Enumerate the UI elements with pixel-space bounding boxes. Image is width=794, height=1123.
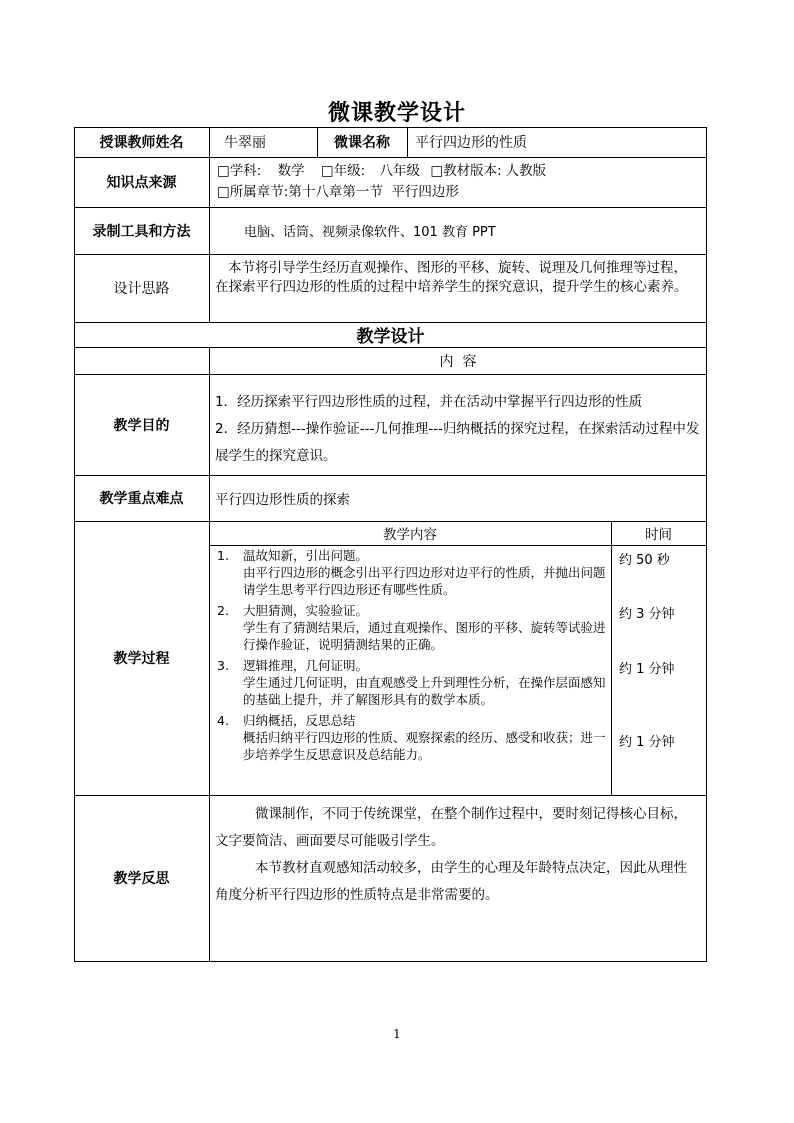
teacher-name: 牛翠丽 xyxy=(224,135,266,151)
page-title: 微课教学设计 xyxy=(327,101,466,126)
chapter-label: 所属章节: xyxy=(229,184,289,200)
reflection-paragraph: 本节教材直观感知活动较多，由学生的心理及年龄特点决定，因此从理性角度分析平行四边形的性质特点是非常需要的。 xyxy=(215,860,687,903)
step-title: 逻辑推理，几何证明。 xyxy=(243,658,369,673)
objectives-label: 教学目的 xyxy=(113,417,170,434)
process-step xyxy=(217,547,607,602)
checkbox-icon: □ xyxy=(320,163,334,179)
checkbox-icon: □ xyxy=(217,184,230,200)
process-step xyxy=(217,602,607,657)
grade-label: 年级: xyxy=(333,163,366,179)
step-number: 3. xyxy=(217,658,229,673)
tools-label: 录制工具和方法 xyxy=(92,223,191,240)
section-title: 教学设计 xyxy=(356,327,425,347)
process-step xyxy=(217,712,607,767)
lesson-table xyxy=(74,127,707,962)
process-label: 教学过程 xyxy=(113,651,170,667)
edition-value: 人教版 xyxy=(505,163,547,179)
content-header: 内 容 xyxy=(439,353,477,370)
step-body: 概括归纳平行四边形的性质、观察探索的经历、感受和收获；进一步培养学生反思意识及总结能力。 xyxy=(243,730,606,762)
step-number: 1. xyxy=(217,548,229,563)
knowledge-label: 知识点来源 xyxy=(106,175,177,191)
key-points-text: 平行四边形性质的探索 xyxy=(215,492,350,508)
course-label: 微课名称 xyxy=(334,135,390,151)
reflection-label: 教学反思 xyxy=(113,871,170,887)
course-name: 平行四边形的性质 xyxy=(415,135,527,151)
tools-value: 电脑、话筒、视频录像软件、101 教育 PPT xyxy=(244,225,496,240)
step-time: 约 50 秒 xyxy=(619,553,670,568)
step-body: 由平行四边形的概念引出平行四边形对边平行的性质，并抛出问题请学生思考平行四边形还有哪些性质。 xyxy=(243,565,606,597)
step-body: 学生通过几何证明，由直观感受上升到理性分析，在操作层面感知的基础上提升，并了解图形具有的数学本质。 xyxy=(243,675,606,707)
step-number: 2. xyxy=(217,603,229,618)
objective-item: 2．经历猜想---操作验证---几何推理---归纳概括的探究过程，在探索活动过程中发展学生的探究意识。 xyxy=(215,421,700,464)
reflection-text xyxy=(215,801,695,909)
objectives-list xyxy=(215,389,701,470)
step-time: 约 1 分钟 xyxy=(619,735,675,750)
checkbox-icon: □ xyxy=(430,163,444,179)
design-idea-text: 本节将引导学生经历直观操作、图形的平移、旋转、说理及几何推理等过程，在探索平行四边形的性质的过程中培养学生的探究意识，提升学生的核心素养。 xyxy=(215,260,688,295)
design-idea-label: 设计思路 xyxy=(113,281,170,297)
step-title: 归纳概括，反思总结 xyxy=(243,713,356,728)
edition-label: 教材版本: xyxy=(443,163,502,179)
page-number: 1 xyxy=(393,1027,401,1041)
step-body: 学生有了猜测结果后，通过直观操作、图形的平移、旋转等试验进行操作验证，说明猜测结果的正确。 xyxy=(243,620,606,652)
process-col-content: 教学内容 xyxy=(383,527,437,543)
objective-item: 1．经历探索平行四边形性质的过程，并在活动中掌握平行四边形的性质 xyxy=(215,394,643,410)
process-step xyxy=(217,657,607,712)
grade-value: 八年级 xyxy=(379,163,421,179)
teacher-label: 授课教师姓名 xyxy=(99,135,184,151)
process-steps xyxy=(217,547,607,767)
checkbox-icon: □ xyxy=(217,163,230,179)
subject-label: 学科: xyxy=(229,163,262,179)
subject-value: 数学 xyxy=(277,163,305,179)
reflection-paragraph: 微课制作，不同于传统课堂，在整个制作过程中，要时刻记得核心目标，文字要简洁、画面要尽可能吸引学生。 xyxy=(215,806,687,849)
chapter-value: 第十八章第一节 平行四边形 xyxy=(288,184,459,200)
knowledge-info xyxy=(217,161,702,205)
key-points-label: 教学重点难点 xyxy=(99,491,184,507)
step-title: 大胆猜测，实验验证。 xyxy=(243,603,369,618)
step-title: 温故知新，引出问题。 xyxy=(243,548,369,563)
step-time: 约 3 分钟 xyxy=(619,607,675,622)
step-number: 4. xyxy=(217,713,229,728)
process-col-time: 时间 xyxy=(645,527,672,543)
step-time: 约 1 分钟 xyxy=(619,662,675,677)
